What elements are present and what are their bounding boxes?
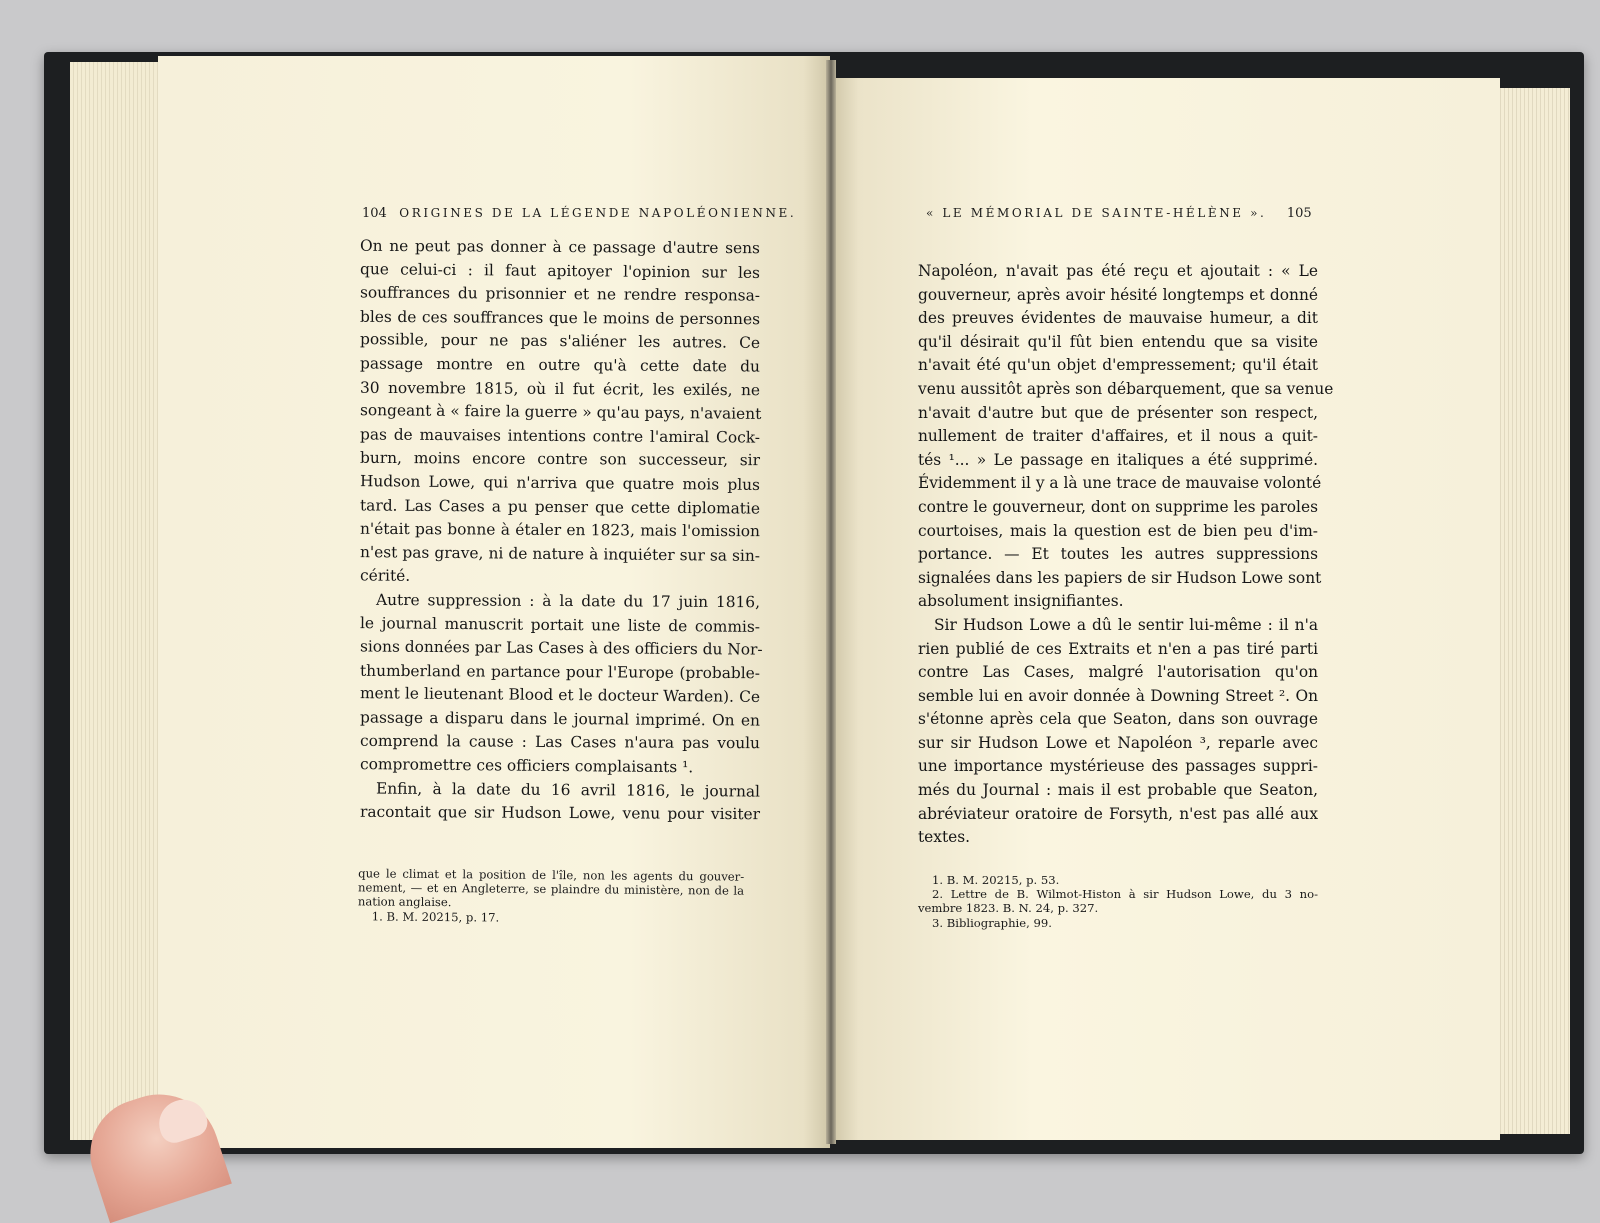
footnote-line: 1. B. M. 20215, p. 53.: [932, 873, 1060, 887]
right-body-text: [918, 260, 1334, 850]
body-line: sur sir Hudson Lowe et Napoléon ³, reparle avec: [918, 733, 1318, 752]
body-line: n'avait été qu'un objet d'empressement; qu'il était: [918, 356, 1318, 375]
body-line: tés ¹... » Le passage en italiques a été supprimé.: [918, 450, 1318, 469]
body-line: burn, moins encore contre son successeur, sir: [359, 449, 761, 470]
body-line: contre Las Cases, malgré l'autorisation qu'on: [918, 663, 1318, 682]
body-line: souffrances du prisonnier et ne rendre responsa-: [359, 283, 761, 305]
body-line: venu aussitôt après son débarquement, que sa venue: [918, 379, 1334, 398]
body-line: courtoises, mais la question est de bien peu d'im-: [918, 521, 1318, 540]
body-line: thumberland en partance pour l'Europe (probable-: [359, 661, 761, 682]
body-line: absolument insignifiantes.: [918, 592, 1124, 611]
body-line: n'est pas grave, ni de nature à inquiéter sur sa sin-: [359, 542, 761, 565]
body-line: contre le gouverneur, dont on supprime les paroles: [918, 497, 1318, 516]
body-line: Hudson Lowe, qui n'arriva que quatre mois plus: [359, 472, 761, 494]
body-line: des preuves évidentes de mauvaise humeur, a dit: [918, 309, 1318, 328]
right-running-head-title: « LE MÉMORIAL DE SAINTE-HÉLÈNE ».: [926, 206, 1267, 220]
body-line: Sir Hudson Lowe a dû le sentir lui-même : il n'a: [934, 615, 1318, 634]
body-line: comprend la cause : Las Cases n'aura pas voulu: [359, 732, 761, 753]
body-line: cérité.: [359, 566, 411, 586]
footnote-line: 3. Bibliographie, 99.: [932, 915, 1052, 930]
body-line: Napoléon, n'avait pas été reçu et ajoutait : « Le: [918, 262, 1318, 280]
left-running-head: [362, 206, 796, 221]
body-line: qu'il désirait qu'il fût bien entendu que sa visite: [918, 332, 1318, 351]
body-line: signalées dans les papiers de sir Hudson Lowe sont: [918, 568, 1322, 587]
body-line: abréviateur oratoire de Forsyth, n'est pas allé aux: [918, 804, 1318, 823]
footnote-line: 2. Lettre de B. Wilmot-Histon à sir Hudson Lowe, du 3 no-: [932, 887, 1318, 902]
body-line: bles de ces souffrances que le moins de personnes: [359, 307, 761, 329]
body-line: tard. Las Cases a pu penser que cette diplomatie: [359, 495, 761, 518]
footnote-line: 1. B. M. 20215, p. 17.: [371, 908, 500, 925]
footnote-line: que le climat et la position de l'île, non les agents du gouver-: [358, 866, 745, 884]
body-line: 30 novembre 1815, où il fut écrit, les exilés, ne: [359, 378, 761, 399]
body-line: songeant à « faire la guerre » qu'au pays, n'avaient: [359, 401, 762, 424]
body-line: Évidemment il y a là une trace de mauvaise volonté: [918, 474, 1322, 493]
body-line: n'avait d'autre but que de présenter son respect,: [918, 403, 1318, 422]
body-line: més du Journal : mais il est probable que Seaton,: [918, 781, 1318, 800]
body-line: s'étonne après cela que Seaton, dans son ouvrage: [918, 710, 1318, 729]
body-line: sions données par Las Cases à des officiers du Nor-: [359, 637, 763, 659]
body-line: On ne peut pas donner à ce passage d'autre sens: [359, 236, 761, 258]
body-line: ment le lieutenant Blood et le docteur Warden). Ce: [359, 684, 761, 707]
body-line: une importance mystérieuse des passages suppri-: [918, 757, 1318, 776]
body-line: semble lui en avoir donnée à Downing Street ². On: [918, 686, 1318, 705]
body-line: gouverneur, après avoir hésité longtemps et donné: [918, 285, 1318, 304]
body-line: passage montre en outre qu'à cette date du: [359, 354, 761, 376]
body-line: le journal manuscrit portait une liste de commis-: [359, 613, 761, 636]
left-footnotes: [358, 866, 744, 926]
body-line: racontait que sir Hudson Lowe, venu pour visiter: [359, 803, 761, 824]
book-gutter: [826, 60, 836, 1144]
body-line: rien publié de ces Extraits et n'en a pas tiré parti: [918, 639, 1318, 658]
body-line: que celui-ci : il faut apitoyer l'opinion sur les: [359, 259, 761, 282]
left-page-edges: [70, 62, 166, 1140]
body-line: n'était pas bonne à étaler en 1823, mais l'omission: [359, 519, 761, 541]
body-line: possible, pour ne pas s'aliéner les autres. Ce: [359, 330, 761, 353]
body-line: Enfin, à la date du 16 avril 1816, le journal: [375, 779, 761, 801]
left-running-head-title: ORIGINES DE LA LÉGENDE NAPOLÉONIENNE.: [399, 206, 797, 220]
right-footnotes: [918, 873, 1318, 930]
footnote-line: nement, — et en Angleterre, se plaindre du ministère, non de la: [358, 880, 745, 898]
footnote-line: nation anglaise.: [357, 894, 452, 910]
body-line: textes.: [918, 828, 971, 847]
body-line: portance. — Et toutes les autres suppressions: [918, 545, 1318, 564]
left-body-text: [359, 236, 763, 826]
body-line: Autre suppression : à la date du 17 juin 1816,: [375, 590, 761, 612]
right-running-head: [926, 206, 1312, 221]
body-line: nullement de traiter d'affaires, et il nous a quit-: [918, 427, 1318, 446]
body-line: passage a disparu dans le journal imprimé. On en: [359, 708, 761, 730]
body-line: pas de mauvaises intentions contre l'amiral Cock-: [359, 425, 761, 447]
body-line: compromettre ces officiers complaisants ¹.: [359, 755, 694, 777]
right-page-number: 105: [1286, 206, 1312, 221]
left-page-number: 104: [362, 206, 387, 221]
footnote-line: vembre 1823. B. N. 24, p. 327.: [918, 901, 1099, 916]
